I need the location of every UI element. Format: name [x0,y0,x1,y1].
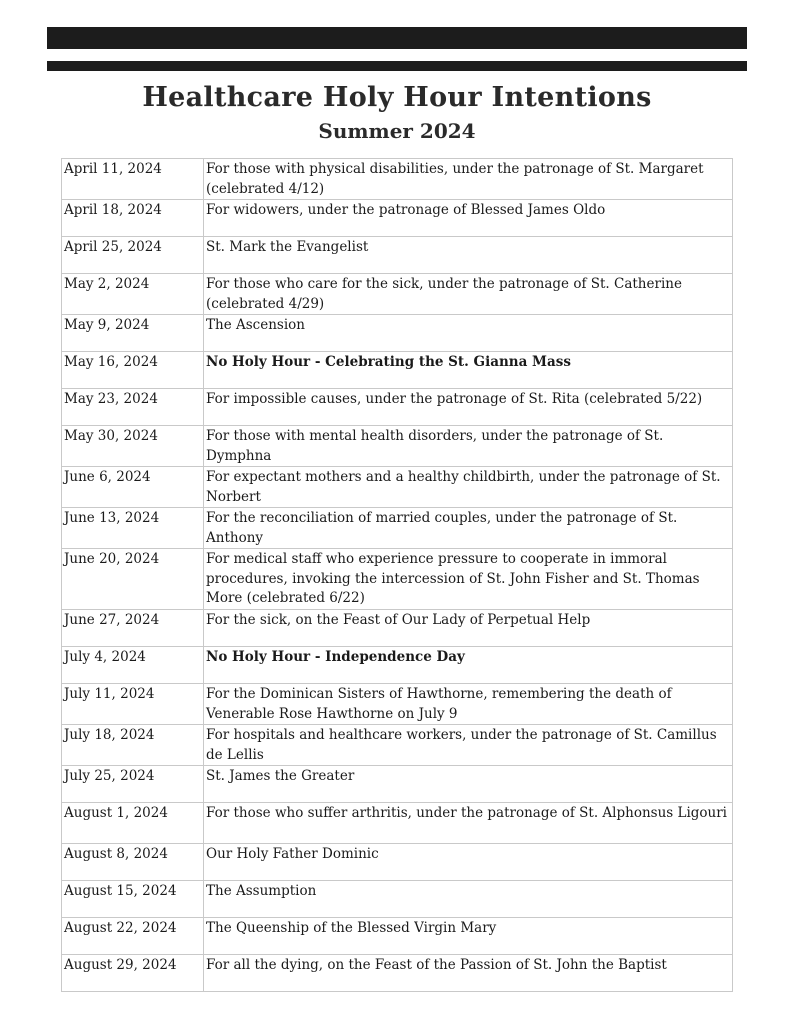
table-row [62,549,733,610]
row-date: August 1, 2024 [62,803,204,844]
row-intention: Our Holy Father Dominic [204,844,733,881]
table-row [62,315,733,352]
row-intention: For the Dominican Sisters of Hawthorne, remembering the death of Venerable Rose Hawthorne on July 9 [204,684,733,725]
row-date: May 23, 2024 [62,389,204,426]
row-intention: For expectant mothers and a healthy childbirth, under the patronage of St. Norbert [204,467,733,508]
row-date: June 20, 2024 [62,549,204,610]
row-intention: The Queenship of the Blessed Virgin Mary [204,918,733,955]
row-intention: For widowers, under the patronage of Blessed James Oldo [204,200,733,237]
row-intention: For those who suffer arthritis, under the patronage of St. Alphonsus Ligouri [204,803,733,844]
row-date: June 6, 2024 [62,467,204,508]
row-intention: For the sick, on the Feast of Our Lady of Perpetual Help [204,610,733,647]
row-date: June 27, 2024 [62,610,204,647]
table-row [62,610,733,647]
row-intention: For all the dying, on the Feast of the Passion of St. John the Baptist [204,955,733,992]
table-row [62,467,733,508]
row-date: May 16, 2024 [62,352,204,389]
row-date: May 9, 2024 [62,315,204,352]
table-row [62,955,733,992]
row-date: August 22, 2024 [62,918,204,955]
row-date: August 15, 2024 [62,881,204,918]
row-date: May 2, 2024 [62,274,204,315]
row-date: July 4, 2024 [62,647,204,684]
table-row [62,766,733,803]
table-row [62,844,733,881]
row-intention: For those who care for the sick, under the patronage of St. Catherine (celebrated 4/29) [204,274,733,315]
table-row [62,881,733,918]
row-intention: For impossible causes, under the patronage of St. Rita (celebrated 5/22) [204,389,733,426]
row-date: May 30, 2024 [62,426,204,467]
row-date: July 25, 2024 [62,766,204,803]
intentions-table [61,158,733,992]
row-intention: St. Mark the Evangelist [204,237,733,274]
table-row [62,389,733,426]
row-intention: For those with mental health disorders, under the patronage of St. Dymphna [204,426,733,467]
row-intention: For hospitals and healthcare workers, under the patronage of St. Camillus de Lellis [204,725,733,766]
row-intention: St. James the Greater [204,766,733,803]
row-date: April 11, 2024 [62,159,204,200]
header-bar-thin [47,61,747,71]
row-intention: No Holy Hour - Independence Day [204,647,733,684]
table-row [62,725,733,766]
row-intention: The Ascension [204,315,733,352]
table-row [62,352,733,389]
row-intention: For medical staff who experience pressure to cooperate in immoral procedures, invoking the intercession of St. John Fisher and St. Thomas More (celebrated 6/22) [204,549,733,610]
page-subtitle: Summer 2024 [318,119,476,143]
row-date: August 8, 2024 [62,844,204,881]
table-row [62,159,733,200]
row-date: August 29, 2024 [62,955,204,992]
row-date: June 13, 2024 [62,508,204,549]
row-intention: For the reconciliation of married couples, under the patronage of St. Anthony [204,508,733,549]
table-row [62,237,733,274]
table-row [62,803,733,844]
table-row [62,684,733,725]
table-row [62,274,733,315]
row-date: April 18, 2024 [62,200,204,237]
row-date: July 11, 2024 [62,684,204,725]
table-row [62,508,733,549]
table-row [62,647,733,684]
table-row [62,426,733,467]
page-title: Healthcare Holy Hour Intentions [142,82,652,113]
intentions-table-body [62,159,733,992]
row-intention: The Assumption [204,881,733,918]
row-date: July 18, 2024 [62,725,204,766]
row-date: April 25, 2024 [62,237,204,274]
table-row [62,200,733,237]
table-row [62,918,733,955]
row-intention: No Holy Hour - Celebrating the St. Gianna Mass [204,352,733,389]
header-bar-thick [47,27,747,49]
row-intention: For those with physical disabilities, under the patronage of St. Margaret (celebrated 4/12) [204,159,733,200]
